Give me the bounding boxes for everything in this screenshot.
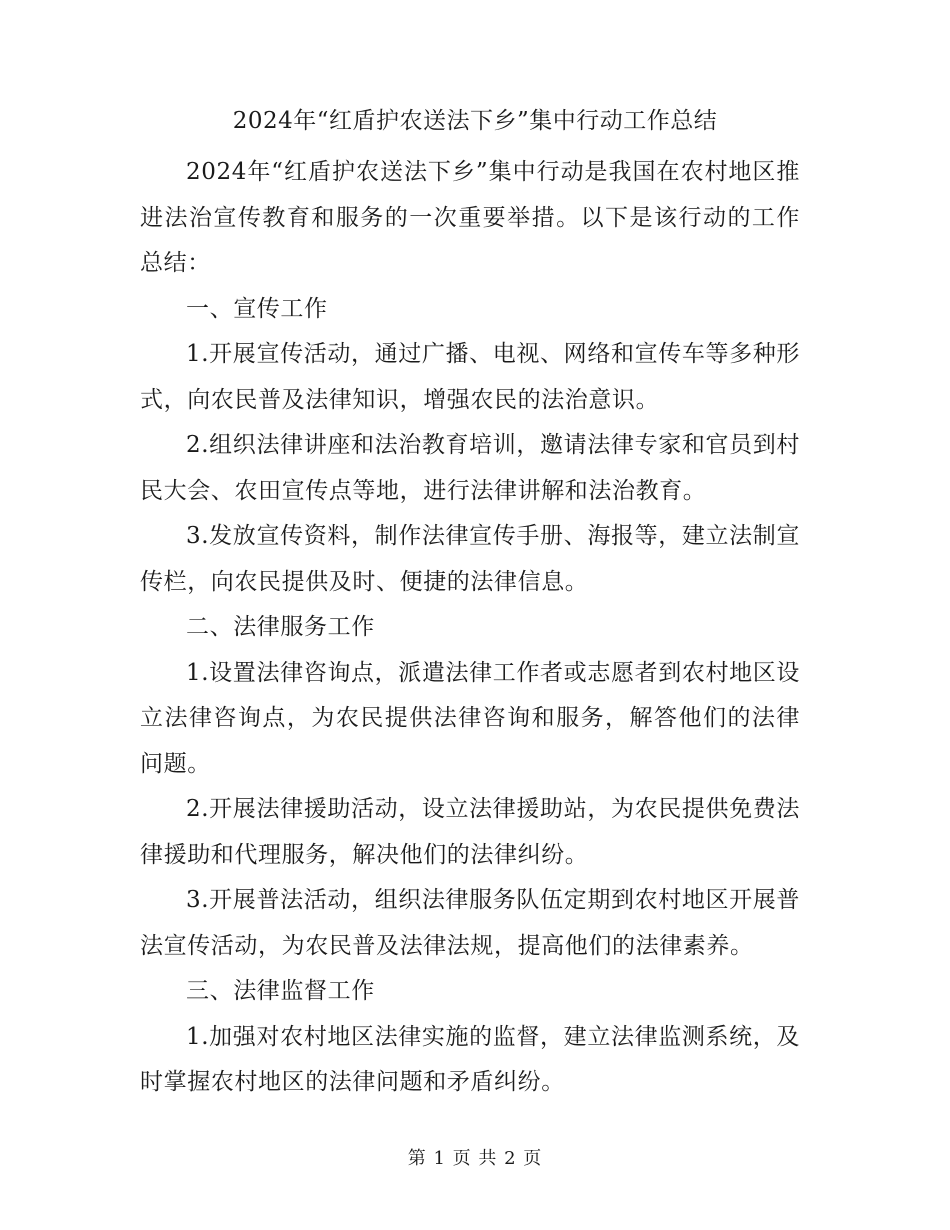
- document-title: 2024年“红盾护农送法下乡”集中行动工作总结: [232, 108, 718, 134]
- section-item: 2.开展法律援助活动，设立法律援助站，为农民提供免费法律援助和代理服务，解决他们的法律纠纷。: [140, 796, 800, 868]
- section-item: 1.加强对农村地区法律实施的监督，建立法律监测系统，及时掌握农村地区的法律问题和矛盾纠纷。: [140, 1023, 800, 1095]
- intro-paragraph: 2024年“红盾护农送法下乡”集中行动是我国在农村地区推进法治宣传教育和服务的一次重要举措。以下是该行动的工作总结：: [140, 159, 800, 276]
- page-footer: 第 1 页 共 2 页: [407, 1148, 543, 1169]
- section-heading-legal-service: 二、法律服务工作: [186, 614, 375, 640]
- section-item: 1.设置法律咨询点，派遣法律工作者或志愿者到农村地区设立法律咨询点，为农民提供法律咨询和服务，解答他们的法律问题。: [140, 659, 800, 777]
- section-item: 3.开展普法活动，组织法律服务队伍定期到农村地区开展普法宣传活动，为农民普及法律法规，提高他们的法律素养。: [140, 887, 800, 959]
- section-item: 2.组织法律讲座和法治教育培训，邀请法律专家和官员到村民大会、农田宣传点等地，进行法律讲解和法治教育。: [140, 432, 800, 504]
- section-heading-publicity: 一、宣传工作: [186, 295, 328, 322]
- section-heading-legal-supervision: 三、法律监督工作: [186, 978, 375, 1004]
- section-item: 1.开展宣传活动，通过广播、电视、网络和宣传车等多种形式，向农民普及法律知识，增强农民的法治意识。: [140, 341, 800, 413]
- section-item: 3.发放宣传资料，制作法律宣传手册、海报等，建立法制宣传栏，向农民提供及时、便捷的法律信息。: [140, 523, 800, 595]
- document-body: [140, 150, 800, 1106]
